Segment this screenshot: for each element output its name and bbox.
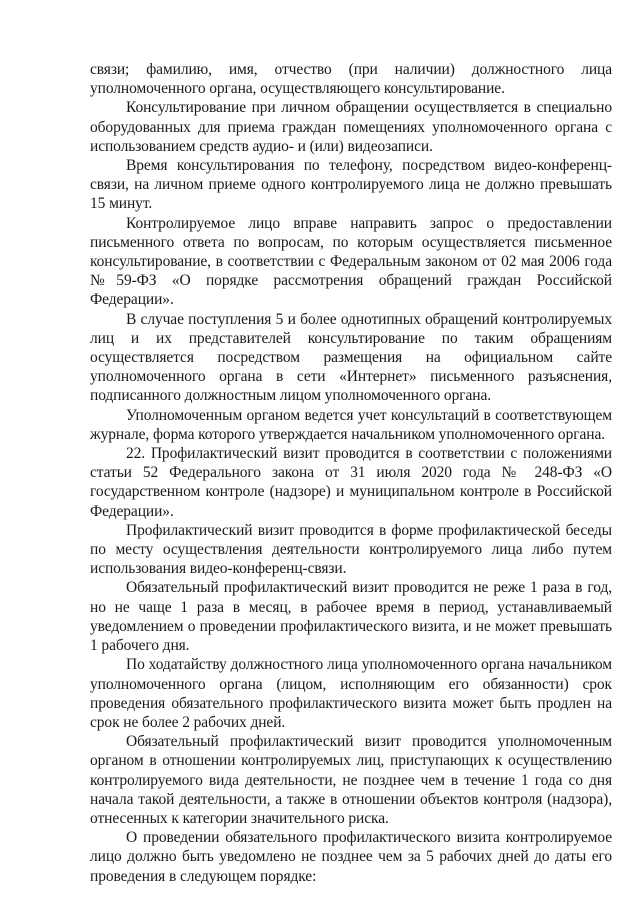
paragraph-4: Контролируемое лицо вправе направить запрос о предоставлении письменного ответа по вопросам, по которым осуществляется письменное консультирование, в соответствии с Федеральным законом от 02 мая 2006 года №59-ФЗ «О порядке рассмотрения обращений граждан Российской Федерации».	[90, 214, 612, 309]
paragraph-5: В случае поступления 5 и более однотипных обращений контролируемых лиц и их представителей консультирование по таким обращениям осуществляется посредством размещения на официальном сайте уполномоченного органа в сети «Интернет» письменного разъяснения, подписанного должностным лицом уполномоченного органа.	[90, 310, 612, 405]
paragraph-1: связи; фамилию, имя, отчество (при наличии) должностного лица уполномоченного органа, осуществляющего консультирование.	[90, 61, 612, 98]
paragraph-6: Уполномоченным органом ведется учет консультаций в соответствующем журнале, форма которого утверждается начальником уполномоченного органа.	[90, 406, 612, 443]
paragraph-10: По ходатайству должностного лица уполномоченного органа начальником уполномоченного органа (лицом, исполняющим его обязанности) срок проведения обязательного профилактического визита может быть продлен на срок не более 2 рабочих дней.	[90, 656, 612, 731]
paragraph-7: 22. Профилактический визит проводится в соответствии с положениями статьи 52 Федерального закона от 31 июля 2020 года № 248-ФЗ «О государственном контроле (надзоре) и муниципальном контроле в Российской Федерации».	[90, 445, 612, 520]
paragraph-8: Профилактический визит проводится в форме профилактической беседы по месту осуществления деятельности контролируемого лица либо путем использования видео-конференц-связи.	[90, 521, 612, 578]
paragraph-2: Консультирование при личном обращении осуществляется в специально оборудованных для приема граждан помещениях уполномоченного органа с использованием средств аудио- и (или) видеозаписи.	[90, 99, 612, 155]
paragraph-9: Обязательный профилактический визит проводится не реже 1 раза в год, но не чаще 1 раза в месяц, в рабочее время в период, устанавливаемый уведомлением о проведении профилактического визита, и не может превышать 1 рабочего дня.	[90, 579, 612, 655]
paragraph-3: Время консультирования по телефону, посредством видео-конференц-связи, на личном приеме одного контролируемого лица не должно превышать 15 минут.	[90, 157, 612, 213]
paragraph-11: Обязательный профилактический визит проводится уполномоченным органом в отношении контролируемых лиц, приступающих к осуществлению контролируемого вида деятельности, не позднее чем в течение 1 года со дня начала такой деятельности, а также в отношении объектов контроля (надзора), отнесенных к категории значительного риска.	[90, 733, 612, 827]
document-page	[90, 60, 612, 886]
paragraph-12: О проведении обязательного профилактического визита контролируемое лицо должно быть уведомлено не позднее чем за 5 рабочих дней до даты его проведения в следующем порядке:	[90, 829, 612, 885]
